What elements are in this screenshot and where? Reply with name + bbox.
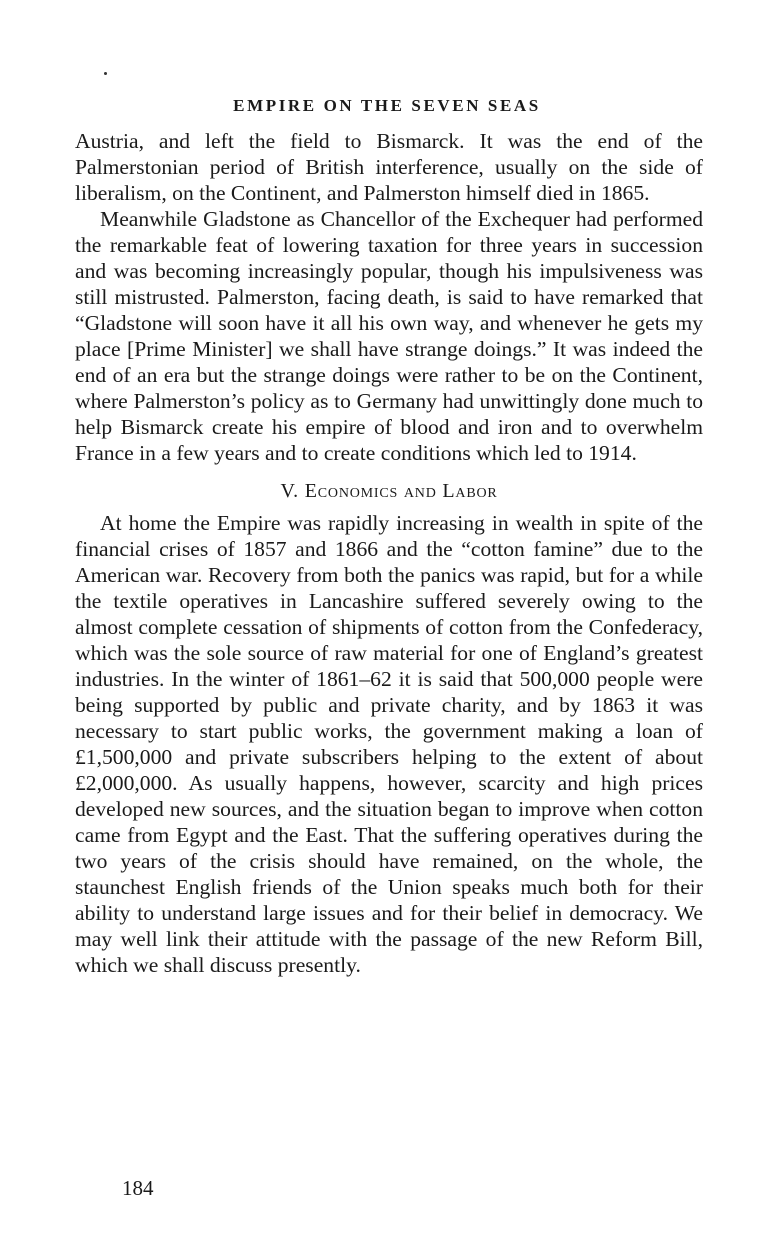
page-number: 184 bbox=[122, 1176, 154, 1200]
running-head: EMPIRE ON THE SEVEN SEAS bbox=[233, 96, 541, 115]
section-heading: V. Economics and Labor bbox=[280, 480, 498, 502]
paragraph-economics: At home the Empire was rapidly increasing in wealth in spite of the financial crises of 1857 and 1866 and the “cotton famine” due to the American war. Recovery from both the panics was rapid, but for a while the textile operatives in Lancashire suffered severely owing to the almost complete cessation of shipments of cotton from the Confederacy, which was the sole source of raw material for one of England’s greatest industries. In the winter of 1861–62 it is said that 500,000 people were being supported by public and private charity, and by 1863 it was necessary to start public works, the government making a loan of £1,500,000 and private subscribers helping to the extent of about £2,000,000. As usually happens, however, scarcity and high prices developed new sources, and the situation began to improve when cotton came from Egypt and the East. That the suffering operatives during the two years of the crisis should have remained, on the whole, the staunchest English friends of the Union speaks much both for their ability to understand large issues and for their belief in democracy. We may well link their attitude with the passage of the new Reform Bill, which we shall discuss presently. bbox=[75, 511, 703, 977]
paragraph-gladstone: Meanwhile Gladstone as Chancellor of the Exchequer had performed the remarkable feat of lowering taxation for three years in succession and was becoming increasingly popular, though his impulsiveness was still mistrusted. Palmerston, facing death, is said to have remarked that “Gladstone will soon have it all his own way, and whenever he gets my place [Prime Minister] we shall have strange doings.” It was indeed the end of an era but the strange doings were rather to be on the Continent, where Palmerston’s policy as to Germany had unwittingly done much to help Bismarck create his empire of blood and iron and to overwhelm France in a few years and to create conditions which led to 1914. bbox=[75, 207, 703, 465]
page-body bbox=[75, 128, 703, 978]
paragraph-continuation: Austria, and left the field to Bismarck. It was the end of the Palmerstonian period of British interference, usually on the side of liberalism, on the Continent, and Palmerston himself died in 1865. bbox=[75, 129, 703, 205]
ink-speck bbox=[104, 72, 107, 75]
